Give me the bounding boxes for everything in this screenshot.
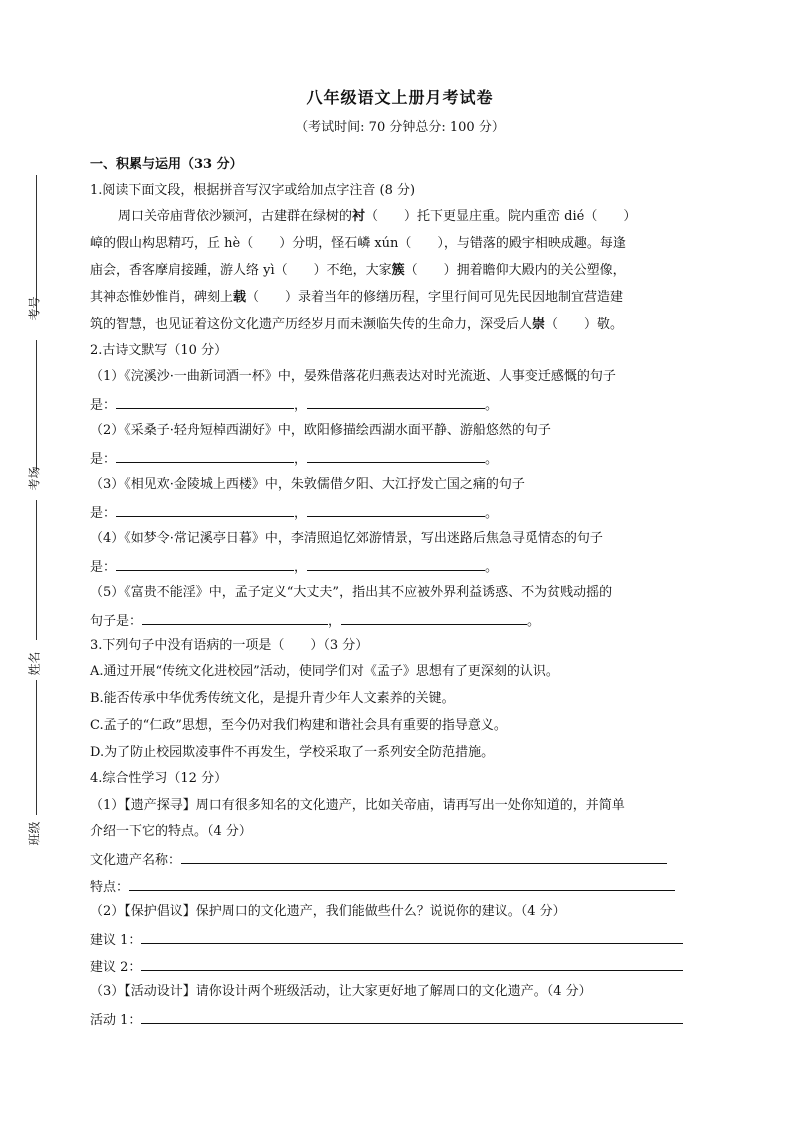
- answer-blank[interactable]: [307, 556, 485, 571]
- label-xingming: 姓名: [27, 651, 42, 676]
- q2-item: （5）《富贵不能淫》中，孟子定义“大丈夫”，指出其不应被外界利益诱惑、不为贫贱动摇的: [90, 585, 613, 600]
- activity-field[interactable]: [141, 1009, 683, 1024]
- answer-blank[interactable]: [341, 610, 527, 625]
- answer-blank[interactable]: [116, 394, 294, 409]
- q2-answer-row: 是： ， 。: [90, 502, 498, 524]
- suggestion-field[interactable]: [141, 929, 683, 944]
- q4-activity-row: 活动 1：: [90, 1009, 683, 1031]
- q4-part1: （1）【遗产探寻】周口有很多知名的文化遗产，比如关帝庙，请再写出一处你知道的，并简单: [90, 798, 625, 813]
- exam-title: 八年级语文上册月考试卷: [306, 88, 494, 107]
- answer-blank[interactable]: [142, 610, 328, 625]
- q1-passage-line: 周口关帝庙背依沙颍河，古建群在绿树的衬（ ）托下更显庄重。院内重峦 dié（ ）: [118, 209, 637, 224]
- q1-passage-line: 其神态惟妙惟肖，碑刻上载（ ）录着当年的修缮历程，字里行间可见先民因地制宜营造建: [90, 290, 624, 305]
- q3-option-c: C.孟子的“仁政”思想，至今仍对我们构建和谐社会具有重要的指导意义。: [90, 718, 507, 733]
- exam-subtitle: （考试时间: 70 分钟总分: 100 分）: [295, 120, 505, 135]
- q2-item: （4）《如梦令·常记溪亭日暮》中，李清照追忆郊游情景，写出迷路后焦急寻觅情态的句子: [90, 531, 603, 546]
- q1-stem: 1.阅读下面文段，根据拼音写汉字或给加点字注音 (8 分): [90, 183, 416, 198]
- answer-blank[interactable]: [116, 556, 294, 571]
- q4-suggestion-row: 建议 2：: [90, 956, 683, 978]
- margin-line: [36, 340, 37, 470]
- q2-item: （1）《浣溪沙·一曲新词酒一杯》中，晏殊借落花归燕表达对时光流逝、人事变迁感慨的句子: [90, 369, 616, 384]
- q3-option-d: D.为了防止校园欺凌事件不再发生，学校采取了一系列安全防范措施。: [90, 745, 495, 760]
- heritage-name-field[interactable]: [181, 849, 667, 864]
- margin-line: [36, 175, 37, 315]
- q3-stem: 3.下列句子中没有语病的一项是（ ）（3 分）: [90, 638, 369, 653]
- q2-item: （2）《采桑子·轻舟短棹西湖好》中，欧阳修描绘西湖水面平静、游船悠然的句子: [90, 423, 551, 438]
- margin-line: [36, 500, 37, 640]
- answer-blank[interactable]: [307, 502, 485, 517]
- q4-part3: （3）【活动设计】请你设计两个班级活动，让大家更好地了解周口的文化遗产。（4 分）: [90, 984, 592, 999]
- answer-blank[interactable]: [116, 502, 294, 517]
- answer-blank[interactable]: [307, 394, 485, 409]
- q2-answer-row: 是： ， 。: [90, 394, 498, 416]
- margin-line: [36, 680, 37, 815]
- q4-stem: 4.综合性学习（12 分）: [90, 771, 228, 786]
- q2-answer-row: 句子是： ， 。: [90, 610, 540, 632]
- q2-item: （3）《相见欢·金陵城上西楼》中，朱敦儒借夕阳、大江抒发亡国之痛的句子: [90, 477, 525, 492]
- answer-blank[interactable]: [116, 448, 294, 463]
- suggestion-field[interactable]: [141, 956, 683, 971]
- q2-stem: 2.古诗文默写（10 分）: [90, 343, 228, 358]
- q4-suggestion-row: 建议 1：: [90, 929, 683, 951]
- q4-name-row: 文化遗产名称：: [90, 849, 667, 871]
- q4-part2: （2）【保护倡议】保护周口的文化遗产，我们能做些什么？说说你的建议。（4 分）: [90, 904, 566, 919]
- q1-passage-line: 筑的智慧，也见证着这份文化遗产历经岁月而未濒临失传的生命力，深受后人崇（ ）敬。: [90, 317, 624, 332]
- section-heading: 一、积累与运用（33 分）: [90, 157, 243, 172]
- q2-answer-row: 是： ， 。: [90, 556, 498, 578]
- heritage-feature-field[interactable]: [129, 876, 675, 891]
- q4-part1-cont: 介绍一下它的特点。（4 分）: [90, 824, 252, 839]
- label-kaohao: 考号: [27, 296, 42, 321]
- q3-option-a: A.通过开展“传统文化进校园”活动，使同学们对《孟子》思想有了更深刻的认识。: [90, 664, 559, 679]
- q4-feature-row: 特点：: [90, 876, 675, 898]
- binding-margin: [0, 0, 60, 1123]
- answer-blank[interactable]: [307, 448, 485, 463]
- q2-answer-row: 是： ， 。: [90, 448, 498, 470]
- q1-passage-line: 嶂的假山构思精巧，丘 hè（ ）分明，怪石嶙 xún（ ），与错落的殿宇相映成趣。每逢: [90, 236, 626, 251]
- q1-passage-line: 庙会，香客摩肩接踵，游人络 yì（ ）不绝，大家簇（ ）拥着瞻仰大殿内的关公塑像，: [90, 263, 626, 278]
- label-banji: 班级: [27, 821, 42, 846]
- q3-option-b: B.能否传承中华优秀传统文化，是提升青少年人文素养的关键。: [90, 691, 455, 706]
- label-kaochang: 考场: [27, 466, 42, 491]
